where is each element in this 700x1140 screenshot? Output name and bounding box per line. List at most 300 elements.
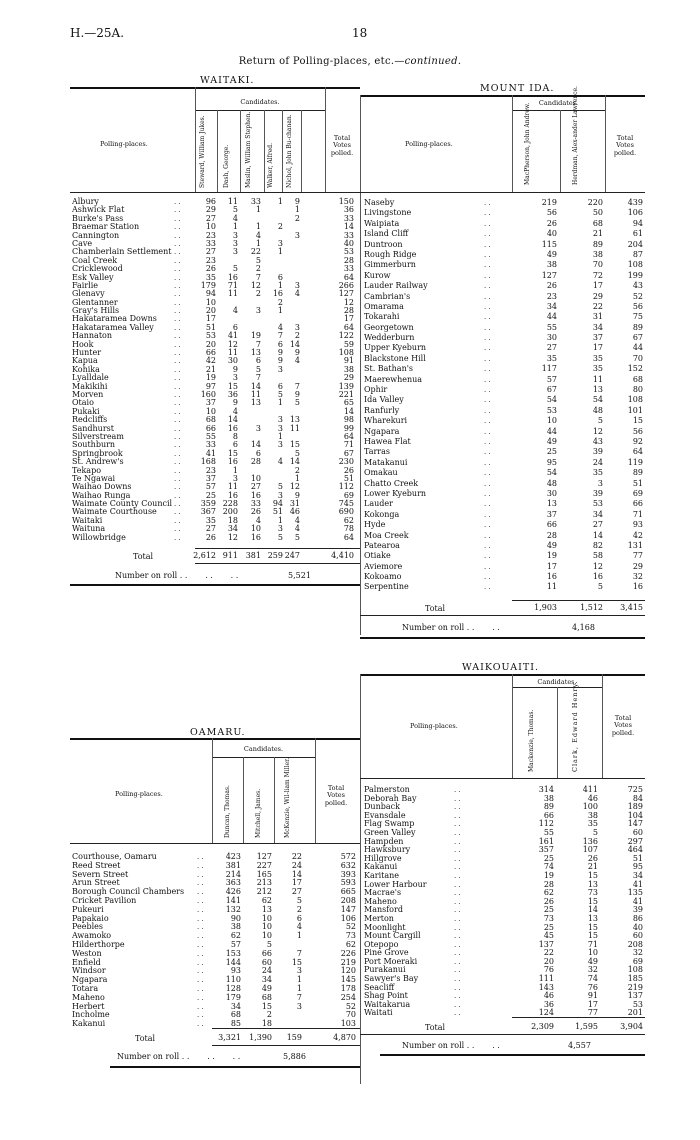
- polling-place-name: Rough Ridge: [364, 249, 417, 259]
- total-votes-cell: 64: [343, 322, 354, 332]
- polling-place-name: St. Bathan's: [364, 364, 414, 374]
- votes-cell: 25: [205, 490, 216, 500]
- total-votes-cell: 36: [343, 205, 354, 215]
- total-votes-cell: 108: [627, 395, 643, 405]
- votes-cell: 23: [546, 291, 557, 301]
- table-row: Weston . . 153 66 7 226: [72, 948, 356, 958]
- votes-cell: 44: [546, 312, 557, 322]
- votes-cell: 1: [296, 931, 302, 941]
- votes-cell: 77: [587, 1008, 598, 1018]
- votes-cell: 213: [256, 878, 272, 888]
- votes-cell: 16: [546, 572, 557, 582]
- table-row: Cannington . . 23 3 4 3 33: [72, 230, 354, 240]
- votes-cell: 19: [205, 373, 216, 383]
- votes-cell: 3: [255, 306, 261, 316]
- waitaki-cand-1: Steward, William Jukes.: [199, 115, 206, 188]
- polling-place-name: Sawyer's Bay: [364, 974, 419, 984]
- votes-cell: 40: [546, 229, 557, 239]
- total-votes-cell: 147: [340, 904, 356, 914]
- table-row: Otaio . . 37 9 13 1 5 65: [72, 398, 354, 408]
- total-votes-cell: 145: [340, 975, 356, 985]
- votes-cell: 18: [227, 515, 238, 525]
- table-row: Hunter . . 66 11 13 9 9 108: [72, 348, 354, 358]
- total-cell: 1,595: [575, 1022, 598, 1031]
- table-row: Awamoko . . 62 10 1 73: [72, 931, 356, 941]
- total-votes-cell: 439: [627, 198, 643, 207]
- votes-cell: 94: [205, 289, 216, 299]
- polling-place-name: Ranfurly: [364, 405, 400, 415]
- total-votes-cell: 95: [632, 862, 643, 872]
- table-row: Upper Kyeburn . . 27 17 44: [364, 343, 643, 353]
- polling-place-name: Otepopo: [364, 939, 399, 949]
- votes-cell: 3: [277, 524, 283, 534]
- votes-cell: 12: [592, 561, 603, 571]
- votes-cell: 38: [543, 793, 554, 803]
- votes-cell: 20: [205, 339, 216, 349]
- votes-cell: 13: [289, 415, 300, 425]
- table-row: Karitane . . 19 15 34: [364, 870, 643, 880]
- totals-row: [72, 1034, 362, 1042]
- votes-cell: 27: [592, 520, 603, 530]
- votes-cell: 11: [227, 348, 238, 358]
- votes-cell: 10: [261, 922, 272, 932]
- waitaki-cand-4: Walker, Alfred.: [267, 143, 274, 188]
- table-row: Patearoa . . 49 82 131: [364, 540, 643, 550]
- table-row: Palmerston . . 314 411 725: [364, 785, 643, 794]
- table-row: Waimate Courthouse . . 367 200 26 51 46 690: [72, 507, 354, 517]
- votes-cell: 4: [277, 457, 283, 467]
- polling-place-name: Gray's Hills: [72, 306, 120, 316]
- votes-cell: 73: [543, 913, 554, 923]
- votes-cell: 25: [543, 922, 554, 932]
- polling-place-name: Waimate Courthouse: [72, 507, 157, 517]
- polling-place-name: Matakanui: [364, 457, 408, 467]
- votes-cell: 74: [543, 862, 554, 872]
- oamaru-pp-label: Polling-places.: [115, 790, 163, 798]
- table-row: Tokarahi . . 44 31 75: [364, 312, 643, 322]
- votes-cell: 19: [546, 551, 557, 561]
- votes-cell: 66: [261, 948, 272, 958]
- votes-cell: 10: [587, 948, 598, 958]
- polling-place-name: Omakau: [364, 468, 398, 478]
- waitaki-cand-2: Dash, George.: [223, 144, 230, 188]
- votes-cell: 1: [255, 238, 261, 248]
- votes-cell: 94: [272, 499, 283, 509]
- votes-cell: 32: [587, 965, 598, 975]
- oamaru-totals: [72, 1034, 362, 1042]
- total-votes-cell: 108: [338, 348, 354, 358]
- polling-place-name: Windsor: [72, 966, 106, 976]
- votes-cell: 57: [546, 374, 557, 384]
- polling-place-name: Borough Council Chambers: [72, 887, 185, 897]
- total-votes-cell: 62: [343, 515, 354, 525]
- votes-cell: 4: [255, 230, 261, 240]
- table-row: Waituna . . 27 34 10 3 4 78: [72, 524, 354, 534]
- votes-cell: 25: [546, 447, 557, 457]
- waitaki-pp-label: Polling-places.: [100, 140, 148, 148]
- votes-cell: 3: [232, 247, 238, 257]
- votes-cell: 10: [205, 406, 216, 416]
- votes-cell: 27: [546, 343, 557, 353]
- table-row: Redcliffs . . 68 14 3 13 98: [72, 415, 354, 425]
- table-row: Waipiata . . 26 68 94: [364, 218, 643, 228]
- votes-cell: 95: [546, 457, 557, 467]
- votes-cell: 3: [597, 478, 603, 488]
- table-row: Wedderburn . . 30 37 67: [364, 333, 643, 343]
- table-row: Maerewhenua . . 57 11 68: [364, 374, 643, 384]
- polling-place-name: Ophir: [364, 385, 388, 395]
- votes-cell: 1: [255, 222, 261, 232]
- votes-cell: 228: [222, 499, 238, 509]
- total-votes-cell: 127: [338, 289, 354, 299]
- votes-cell: 33: [205, 440, 216, 450]
- table-row: Southburn . . 33 6 14 3 15 71: [72, 440, 354, 450]
- votes-cell: 3: [277, 238, 283, 248]
- total-votes-cell: 29: [632, 561, 643, 571]
- votes-cell: 37: [205, 473, 216, 483]
- votes-cell: 112: [538, 819, 554, 829]
- votes-cell: 71: [587, 939, 598, 949]
- polling-place-name: Cambrian's: [364, 291, 411, 301]
- polling-place-name: Palmerston: [364, 785, 410, 794]
- waikouaiti-totals: [364, 1023, 649, 1031]
- polling-place-name: Ngapara: [364, 426, 400, 436]
- polling-place-name: Coal Creek: [72, 255, 118, 265]
- polling-place-name: Waituna: [72, 524, 106, 534]
- total-cell: 3,321: [218, 1033, 241, 1042]
- votes-cell: 37: [592, 333, 603, 343]
- table-row: Braemar Station . . 10 1 1 2 14: [72, 222, 354, 232]
- votes-cell: 3: [232, 230, 238, 240]
- votes-cell: 24: [291, 860, 302, 870]
- votes-cell: 37: [205, 398, 216, 408]
- table-row: Sawyer's Bay . . 111 74 185: [364, 974, 643, 984]
- total-votes-cell: 150: [338, 197, 354, 206]
- votes-cell: 7: [255, 373, 261, 383]
- votes-cell: 144: [225, 957, 241, 967]
- total-votes-cell: 104: [627, 810, 643, 820]
- polling-place-name: Georgetown: [364, 322, 414, 332]
- table-row: Otepopo . . 137 71 208: [364, 939, 643, 949]
- votes-cell: 90: [230, 913, 241, 923]
- polling-place-name: Reed Street: [72, 860, 121, 870]
- votes-cell: 54: [592, 395, 603, 405]
- polling-place-name: Evansdale: [364, 810, 406, 820]
- votes-cell: 1: [277, 280, 283, 290]
- total-votes-cell: 60: [632, 827, 643, 837]
- table-row: Mount Cargill . . 45 15 60: [364, 931, 643, 941]
- total-votes-cell: 71: [632, 509, 643, 519]
- table-row: Glentanner . . 10 2 12: [72, 297, 354, 307]
- votes-cell: 82: [592, 540, 603, 550]
- total-votes-cell: 204: [627, 239, 643, 249]
- votes-cell: 3: [277, 423, 283, 433]
- votes-cell: 27: [250, 482, 261, 492]
- total-votes-cell: 64: [343, 532, 354, 542]
- votes-cell: 3: [277, 490, 283, 500]
- votes-cell: 179: [200, 280, 216, 290]
- total-cell: 1,903: [534, 603, 557, 612]
- total-votes-cell: 56: [632, 426, 643, 436]
- votes-cell: 27: [291, 887, 302, 897]
- polling-place-name: Karitane: [364, 870, 399, 880]
- total-votes-cell: 44: [632, 343, 643, 353]
- votes-cell: 26: [543, 896, 554, 906]
- votes-cell: 91: [587, 991, 598, 1001]
- polling-place-name: Lauder: [364, 499, 393, 509]
- total-votes-cell: 34: [632, 870, 643, 880]
- polling-place-name: Wedderburn: [364, 333, 415, 343]
- votes-cell: 35: [546, 353, 557, 363]
- total-votes-cell: 28: [343, 306, 354, 316]
- table-row: Rough Ridge . . 49 38 87: [364, 249, 643, 259]
- votes-cell: 11: [227, 482, 238, 492]
- total-votes-cell: 86: [632, 913, 643, 923]
- table-row: Kakanui . . 85 18 103: [72, 1019, 356, 1029]
- total-cell: 159: [286, 1033, 302, 1042]
- table-row: Kurow . . 127 72 199: [364, 270, 643, 280]
- total-votes-cell: 67: [343, 448, 354, 458]
- table-row: Albury . . 96 11 33 1 9 150: [72, 197, 354, 206]
- table-row: Cave . . 33 3 1 3 40: [72, 238, 354, 248]
- votes-cell: 359: [200, 499, 216, 509]
- table-row: Te Ngawai . . 37 3 10 1 51: [72, 473, 354, 483]
- votes-cell: 13: [546, 499, 557, 509]
- polling-place-name: Kokoamo: [364, 572, 402, 582]
- votes-cell: 7: [296, 992, 302, 1002]
- waikouaiti-roll-value: 4,557: [568, 1041, 591, 1050]
- votes-cell: 14: [227, 415, 238, 425]
- total-votes-cell: 92: [632, 436, 643, 446]
- polling-place-name: St. Andrew's: [72, 457, 124, 467]
- total-votes-cell: 254: [340, 992, 356, 1002]
- table-row: Duntroon . . 115 89 204: [364, 239, 643, 249]
- votes-cell: 68: [205, 415, 216, 425]
- total-votes-cell: 68: [632, 374, 643, 384]
- polling-place-name: Hilderthorpe: [72, 939, 125, 949]
- votes-cell: 26: [587, 853, 598, 863]
- votes-cell: 15: [587, 896, 598, 906]
- table-row: Shag Point . . 46 91 137: [364, 991, 643, 1001]
- table-row: Enfield . . 144 60 15 219: [72, 957, 356, 967]
- votes-cell: 21: [205, 364, 216, 374]
- votes-cell: 14: [592, 530, 603, 540]
- polling-place-name: Maheno: [364, 896, 397, 906]
- total-votes-cell: 745: [338, 499, 354, 509]
- polling-place-name: Fairlie: [72, 280, 99, 290]
- votes-cell: 2: [255, 264, 261, 274]
- votes-cell: 227: [256, 860, 272, 870]
- votes-cell: 22: [592, 301, 603, 311]
- polling-place-name: Ida Valley: [364, 395, 404, 405]
- table-row: Papakaio . . 90 10 6 106: [72, 913, 356, 923]
- polling-place-name: Pukaki: [72, 406, 100, 416]
- votes-cell: 141: [225, 895, 241, 905]
- table-row: Seacliff . . 143 76 219: [364, 982, 643, 992]
- votes-cell: 179: [225, 992, 241, 1002]
- votes-cell: 411: [582, 785, 598, 794]
- votes-cell: 7: [277, 331, 283, 341]
- total-votes-cell: 266: [338, 280, 354, 290]
- votes-cell: 23: [205, 255, 216, 265]
- table-row: Lower Kyeburn . . 30 39 69: [364, 488, 643, 498]
- votes-cell: 9: [294, 348, 300, 358]
- table-row: Lauder . . 13 53 66: [364, 499, 643, 509]
- total-votes-cell: 70: [345, 1010, 356, 1020]
- table-row: Windsor . . 93 24 3 120: [72, 966, 356, 976]
- waikouaiti-total-row-label: Total: [425, 1023, 446, 1032]
- votes-cell: 15: [227, 448, 238, 458]
- mount-ida-table: [364, 198, 649, 593]
- total-votes-cell: 178: [340, 983, 356, 993]
- table-row: Kokoamo . . 16 16 32: [364, 572, 643, 582]
- polling-place-name: Serpentine: [364, 582, 409, 592]
- votes-cell: 14: [250, 440, 261, 450]
- votes-cell: 49: [546, 436, 557, 446]
- votes-cell: 6: [232, 322, 238, 332]
- polling-place-name: Tekapo: [72, 465, 102, 475]
- polling-place-name: Hannaton: [72, 331, 113, 341]
- total-cell: 381: [245, 551, 261, 560]
- votes-cell: 26: [546, 281, 557, 291]
- total-votes-cell: 106: [340, 913, 356, 923]
- votes-cell: 1: [294, 205, 300, 215]
- polling-place-name: Island Cliff: [364, 229, 409, 239]
- votes-cell: 36: [227, 389, 238, 399]
- votes-cell: 15: [587, 922, 598, 932]
- table-row: Otiake . . 19 58 77: [364, 551, 643, 561]
- votes-cell: 26: [250, 507, 261, 517]
- polling-place-name: Otaio: [72, 398, 94, 408]
- votes-cell: 12: [592, 426, 603, 436]
- oamaru-roll-value: 5,886: [283, 1052, 306, 1061]
- table-row: Maheno . . 179 68 7 254: [72, 992, 356, 1002]
- votes-cell: 153: [225, 948, 241, 958]
- total-votes-cell: 51: [343, 473, 354, 483]
- votes-cell: 136: [582, 836, 598, 846]
- votes-cell: 60: [261, 957, 272, 967]
- votes-cell: 212: [256, 887, 272, 897]
- votes-cell: 381: [225, 860, 241, 870]
- votes-cell: 9: [277, 356, 283, 366]
- votes-cell: 10: [205, 297, 216, 307]
- votes-cell: 49: [546, 540, 557, 550]
- votes-cell: 127: [541, 270, 557, 280]
- votes-cell: 12: [227, 339, 238, 349]
- votes-cell: 48: [546, 478, 557, 488]
- votes-cell: 143: [538, 982, 554, 992]
- table-row: Hillgrove . . 25 26 51: [364, 853, 643, 863]
- total-votes-cell: 12: [343, 297, 354, 307]
- votes-cell: 66: [205, 423, 216, 433]
- votes-cell: 62: [543, 888, 554, 898]
- votes-cell: 4: [294, 524, 300, 534]
- polling-place-name: Springbrook: [72, 448, 123, 458]
- votes-cell: 15: [587, 931, 598, 941]
- votes-cell: 107: [582, 845, 598, 855]
- votes-cell: 220: [587, 198, 603, 207]
- table-row: Naseby . . 219 220 439: [364, 198, 643, 207]
- votes-cell: 110: [225, 975, 241, 985]
- polling-place-name: Enfield: [72, 957, 101, 967]
- votes-cell: 25: [543, 905, 554, 915]
- total-votes-cell: 464: [627, 845, 643, 855]
- polling-place-name: Kakanui: [364, 862, 398, 872]
- table-row: Waitati . . 124 77 201: [364, 1008, 643, 1018]
- table-row: Hilderthorpe . . 57 5 62: [72, 939, 356, 949]
- polling-place-name: Port Moeraki: [364, 956, 418, 966]
- votes-cell: 15: [227, 381, 238, 391]
- votes-cell: 4: [232, 406, 238, 416]
- total-votes-cell: 139: [338, 381, 354, 391]
- votes-cell: 1: [296, 983, 302, 993]
- votes-cell: 11: [546, 582, 557, 592]
- polling-place-name: Gimmerburn: [364, 260, 416, 270]
- votes-cell: 2: [294, 331, 300, 341]
- table-row: Willowbridge . . 26 12 16 5 5 64: [72, 532, 354, 542]
- votes-cell: 26: [205, 532, 216, 542]
- votes-cell: 161: [538, 836, 554, 846]
- polling-place-name: Courthouse, Oamaru: [72, 852, 157, 861]
- votes-cell: 66: [546, 520, 557, 530]
- votes-cell: 34: [592, 322, 603, 332]
- votes-cell: 4: [294, 289, 300, 299]
- total-votes-cell: 51: [632, 853, 643, 863]
- votes-cell: 44: [546, 426, 557, 436]
- votes-cell: 34: [592, 509, 603, 519]
- table-row: Lauder Railway . . 26 17 43: [364, 281, 643, 291]
- votes-cell: 11: [227, 289, 238, 299]
- mount-ida-roll-value: 4,168: [572, 623, 595, 632]
- votes-cell: 124: [538, 1008, 554, 1018]
- polling-place-name: Makikihi: [72, 381, 108, 391]
- votes-cell: 37: [546, 509, 557, 519]
- votes-cell: 48: [592, 405, 603, 415]
- votes-cell: 27: [205, 247, 216, 257]
- waitaki-totals: [72, 552, 362, 560]
- votes-cell: 13: [592, 385, 603, 395]
- total-votes-cell: 41: [632, 879, 643, 889]
- polling-place-name: Hillgrove: [364, 853, 402, 863]
- total-votes-cell: 14: [343, 406, 354, 416]
- votes-cell: 5: [232, 205, 238, 215]
- votes-cell: 68: [230, 1010, 241, 1020]
- table-row: Coal Creek . . 23 5 28: [72, 255, 354, 265]
- votes-cell: 68: [592, 218, 603, 228]
- table-row: Purakanui . . 76 32 108: [364, 965, 643, 975]
- votes-cell: 66: [205, 348, 216, 358]
- votes-cell: 22: [250, 247, 261, 257]
- table-row: Hyde . . 66 27 93: [364, 520, 643, 530]
- total-cell: 259: [267, 551, 283, 560]
- votes-cell: 33: [250, 197, 261, 206]
- votes-cell: 5: [296, 895, 302, 905]
- votes-cell: 9: [294, 389, 300, 399]
- votes-cell: 160: [200, 389, 216, 399]
- table-row: Hampden . . 161 136 297: [364, 836, 643, 846]
- votes-cell: 14: [587, 905, 598, 915]
- votes-cell: 132: [225, 904, 241, 914]
- votes-cell: 11: [227, 197, 238, 206]
- polling-place-name: Waitakaruа: [364, 999, 411, 1009]
- total-votes-cell: 690: [338, 507, 354, 517]
- total-votes-cell: 29: [343, 373, 354, 383]
- votes-cell: 4: [294, 515, 300, 525]
- mount-ida-pp-label: Polling-places.: [405, 140, 453, 148]
- total-votes-cell: 53: [343, 247, 354, 257]
- table-row: St. Andrew's . . 168 16 28 4 14 230: [72, 457, 354, 467]
- votes-cell: 10: [205, 222, 216, 232]
